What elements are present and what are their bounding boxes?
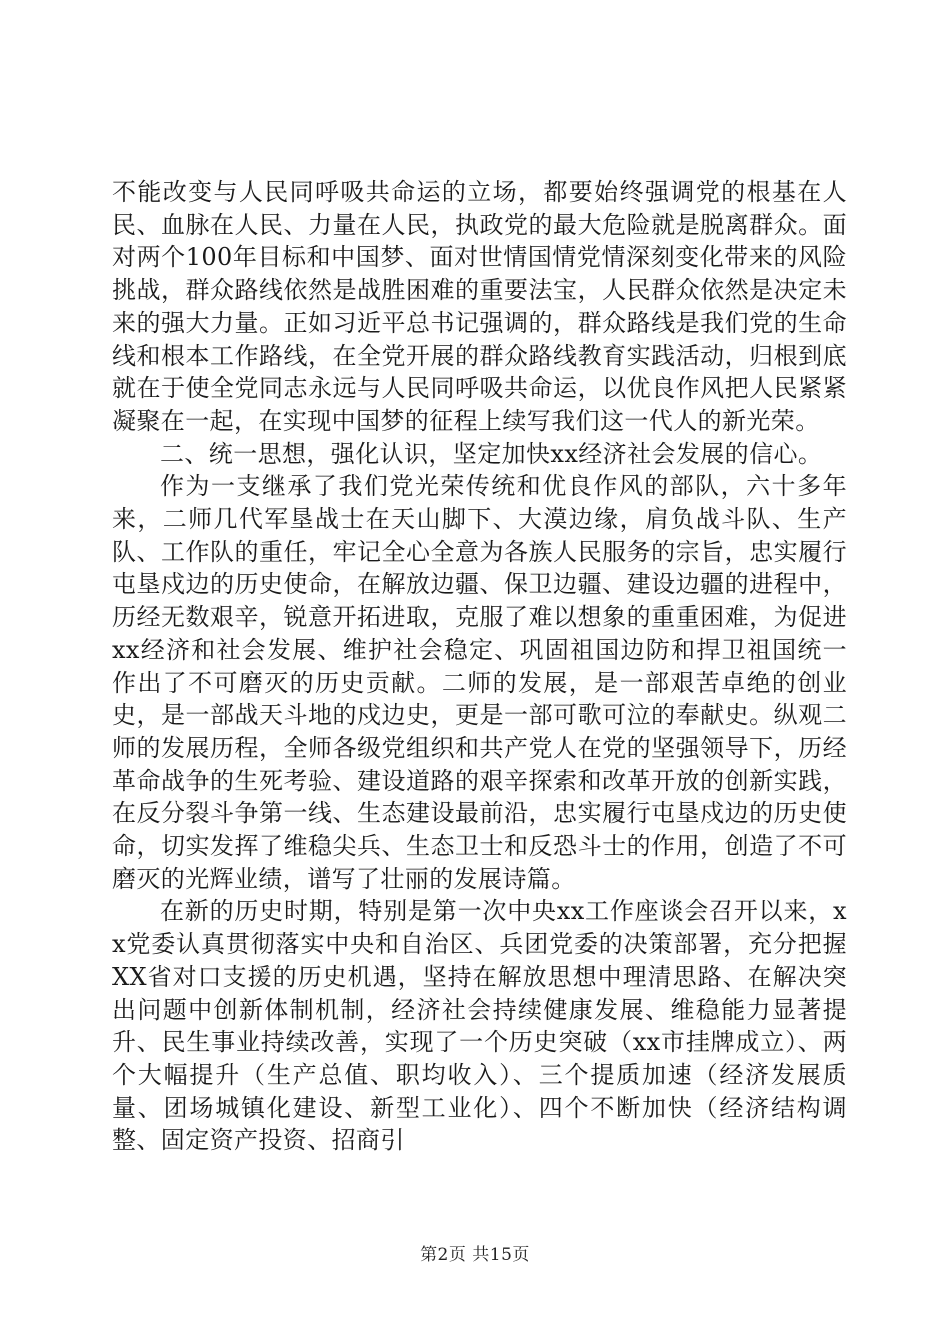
new-era-paragraph: 在新的历史时期，特别是第一次中央xx工作座谈会召开以来，xx党委认真贯彻落实中央和自治区、兵团党委的决策部署，充分把握XX省对口支援的历史机遇，坚持在解放思想中理清思路、在解决突出问题中创新体制机制，经济社会持续健康发展、维稳能力显著提升、民生事业持续改善，实现了一个历史突破（xx市挂牌成立）、两个大幅提升（生产总值、职均收入）、三个提质加速（经济发展质量、团场城镇化建设、新型工业化）、四个不断加快（经济结构调整、固定资产投资、招商引: [112, 897, 847, 1155]
document-body: [112, 176, 847, 1157]
section-heading: 二、统一思想，强化认识，坚定加快xx经济社会发展的信心。: [160, 439, 823, 468]
continuation-paragraph: 不能改变与人民同呼吸共命运的立场，都要始终强调党的根基在人民、血脉在人民、力量在人民，执政党的最大危险就是脱离群众。面对两个100年目标和中国梦、面对世情国情党情深刻变化带来的风险挑战，群众路线依然是战胜困难的重要法宝，人民群众依然是决定未来的强大力量。正如习近平总书记强调的，群众路线是我们党的生命线和根本工作路线，在全党开展的群众路线教育实践活动，归根到底就在于使全党同志永远与人民同呼吸共命运，以优良作风把人民紧紧凝聚在一起，在实现中国梦的征程上续写我们这一代人的新光荣。: [112, 178, 847, 435]
page-number-footer: 第2页 共15页: [420, 1245, 530, 1265]
history-paragraph: 作为一支继承了我们党光荣传统和优良作风的部队，六十多年来，二师几代军垦战士在天山脚下、大漠边缘，肩负战斗队、生产队、工作队的重任，牢记全心全意为各族人民服务的宗旨，忠实履行屯垦戍边的历史使命，在解放边疆、保卫边疆、建设边疆的进程中，历经无数艰辛，锐意开拓进取，克服了难以想象的重重困难，为促进xx经济和社会发展、维护社会稳定、巩固祖国边防和捍卫祖国统一作出了不可磨灭的历史贡献。二师的发展，是一部艰苦卓绝的创业史，是一部战天斗地的戍边史，更是一部可歌可泣的奉献史。纵观二师的发展历程，全师各级党组织和共产党人在党的坚强领导下，历经革命战争的生死考验、建设道路的艰辛探索和改革开放的创新实践，在反分裂斗争第一线、生态建设最前沿，忠实履行屯垦戍边的历史使命，切实发挥了维稳尖兵、生态卫士和反恐斗士的作用，创造了不可磨灭的光辉业绩，谱写了壮丽的发展诗篇。: [112, 472, 847, 893]
